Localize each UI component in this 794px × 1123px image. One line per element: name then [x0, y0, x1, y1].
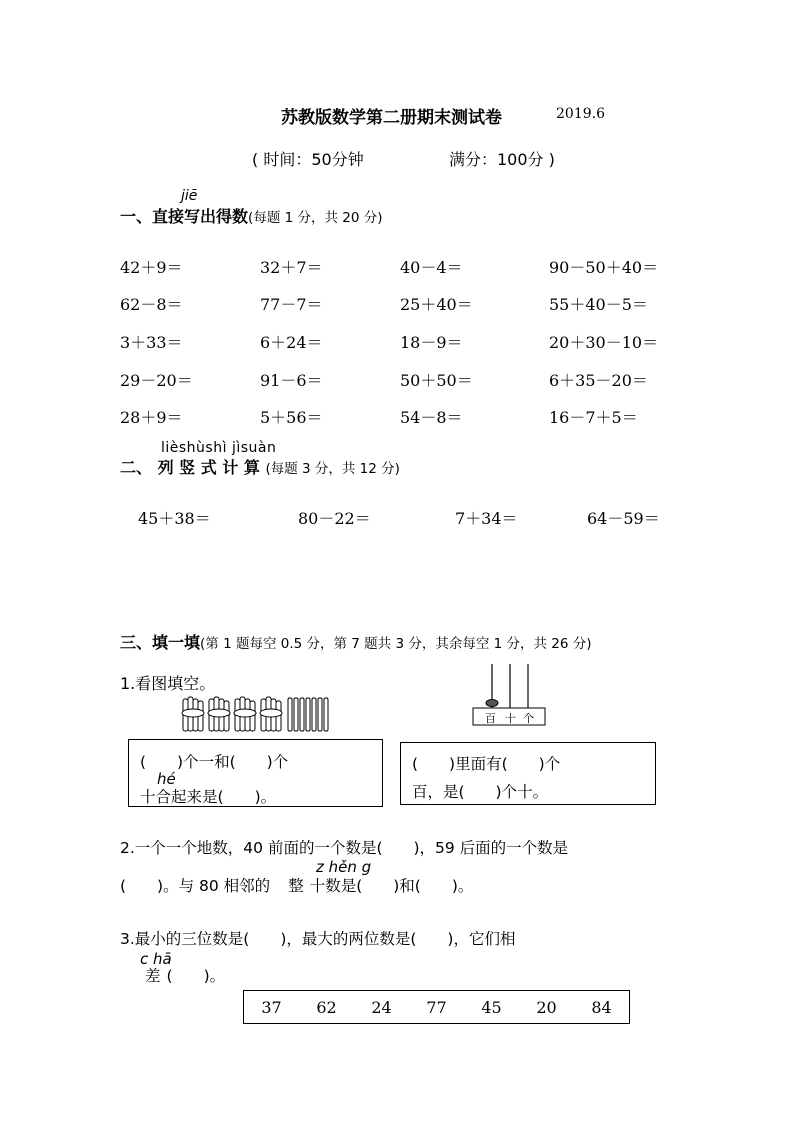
- oral-problem: 5＋56＝: [260, 408, 323, 427]
- q1-left-line2-a: 十: [140, 788, 156, 806]
- exam-date: 2019.6: [556, 106, 605, 122]
- q2-line2: [120, 874, 473, 896]
- q3-line2-cha: 差: [145, 967, 161, 985]
- section1-label-prefix: 一、直: [120, 207, 169, 226]
- section1-label-suffix: 写出得数: [184, 207, 249, 226]
- q2-line2-a: ( )。与 80 相邻的: [120, 877, 271, 895]
- number-cell: 84: [591, 997, 612, 1017]
- section1-note: (每题 1 分，共 20 分): [248, 210, 383, 226]
- oral-problem: 50＋50＝: [400, 371, 473, 390]
- section2-pinyin: lièshùshì jìsuàn: [161, 440, 277, 456]
- page-title: 苏教版数学第二册期末测试卷: [281, 108, 502, 128]
- oral-problem: 90－50＋40＝: [549, 258, 659, 277]
- oral-problem: 25＋40＝: [400, 295, 473, 314]
- number-cell: 77: [426, 997, 447, 1017]
- abacus-bead-icon: [486, 700, 498, 707]
- q3-number-table: [243, 990, 630, 1024]
- stick-bundle-icon: [208, 697, 230, 731]
- q1-left-line1: ( )个一和( )个: [140, 753, 289, 771]
- stick-bundle-icon: [234, 697, 256, 731]
- oral-problem: 18－9＝: [400, 333, 463, 352]
- number-cell: 62: [316, 997, 337, 1017]
- section3-heading: [120, 630, 592, 653]
- oral-problem: 62－8＝: [120, 295, 183, 314]
- single-sticks-icon: [288, 698, 328, 731]
- pinyin-cha: c hā: [140, 950, 172, 968]
- section2-label: 二、 列 竖 式 计 算: [120, 458, 260, 477]
- oral-problem: 16－7＋5＝: [549, 408, 638, 427]
- q1-right-line2: 百，是( )个十。: [412, 783, 549, 801]
- oral-problem: 55＋40－5＝: [549, 295, 648, 314]
- q3-line1: 3.最小的三位数是( )，最大的两位数是( )，它们相: [120, 930, 516, 948]
- section3-note: (第 1 题每空 0.5 分，第 7 题共 3 分，其余每空 1 分，共 26 分): [200, 636, 592, 652]
- pinyin-jie: jiē: [181, 188, 198, 204]
- q2-line2-zheng: 整: [288, 877, 304, 895]
- q1-left-line2-he: 合: [155, 788, 172, 806]
- stick-bundle-icon: [182, 697, 204, 731]
- oral-problem: 20＋30－10＝: [549, 333, 659, 352]
- oral-problem: 42＋9＝: [120, 258, 183, 277]
- pinyin-zheng: z hěn g: [316, 858, 372, 876]
- q2-line2-b: 十数是( )和( )。: [309, 877, 474, 895]
- section2-item: 7＋34＝: [455, 509, 518, 528]
- q3-line2-b: ( )。: [166, 967, 226, 985]
- exam-full-score: 满分：100分 ): [449, 150, 555, 169]
- oral-problem: 32＋7＝: [260, 258, 323, 277]
- section1-label-jie: 接: [168, 207, 185, 226]
- oral-problem: 3＋33＝: [120, 333, 183, 352]
- section2-item: 80－22＝: [298, 509, 371, 528]
- q2-line1: 2.一个一个地数，40 前面的一个数是( )，59 后面的一个数是: [120, 839, 569, 857]
- number-cell: 20: [536, 997, 557, 1017]
- oral-problem: 29－20＝: [120, 371, 193, 390]
- q1-right-line1: ( )里面有( )个: [412, 755, 561, 773]
- abacus-label-ones: 个: [523, 712, 534, 725]
- number-cell: 37: [261, 997, 282, 1017]
- oral-problem: 77－7＝: [260, 295, 323, 314]
- q1-left-line2: [140, 785, 276, 807]
- stick-bundle-icon: [260, 697, 282, 731]
- section1-heading: [120, 204, 383, 227]
- q1-left-line2-b: 起来是( )。: [171, 788, 277, 806]
- q1-title: 1.看图填空。: [120, 674, 216, 693]
- oral-problem: 91－6＝: [260, 371, 323, 390]
- pinyin-he: hé: [157, 770, 176, 788]
- section2-heading: [120, 455, 400, 478]
- oral-problem: 6＋35－20＝: [549, 371, 648, 390]
- section3-label: 三、填一填: [120, 633, 201, 652]
- number-cell: 45: [481, 997, 502, 1017]
- q3-line2: [145, 964, 225, 986]
- oral-problem: 40－4＝: [400, 258, 463, 277]
- oral-problem: 6＋24＝: [260, 333, 323, 352]
- abacus-label-hundreds: 百: [485, 712, 496, 725]
- section2-item: 45＋38＝: [138, 509, 211, 528]
- number-cell: 24: [371, 997, 392, 1017]
- section2-item: 64－59＝: [587, 509, 660, 528]
- stick-bundles-image: [180, 693, 336, 737]
- section2-note: (每题 3 分，共 12 分): [265, 461, 400, 477]
- abacus-label-tens: 十: [505, 712, 516, 725]
- oral-problem: 54－8＝: [400, 408, 463, 427]
- exam-time: ( 时间：50分钟: [252, 150, 364, 169]
- oral-problem: 28＋9＝: [120, 408, 183, 427]
